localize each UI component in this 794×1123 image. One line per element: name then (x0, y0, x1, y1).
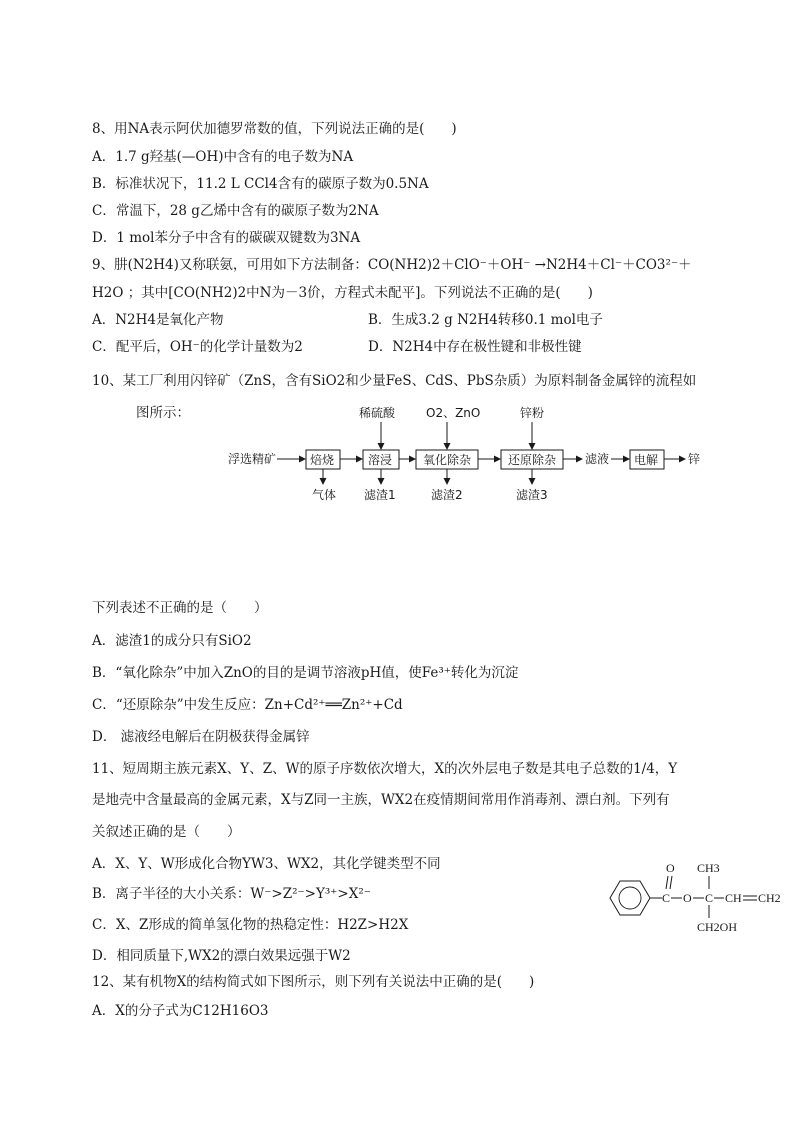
q10-ask: 下列表述不正确的是（ ） (92, 600, 268, 616)
bond-line (670, 876, 672, 889)
q12-stem: 12、某有机物X的结构简式如下图所示，则下列有关说法中正确的是( ) (92, 974, 535, 990)
q10-option-d: D． 滤液经电解后在阴极获得金属锌 (92, 729, 310, 745)
q11-option-c: C．X、Z形成的简单氢化物的热稳定性：H2Z>H2X (92, 917, 409, 933)
flow-input-acid: 稀硫酸 (359, 406, 396, 420)
process-flowchart (225, 400, 705, 510)
q8-option-c: C．常温下，28 g乙烯中含有的碳原子数为2NA (92, 203, 379, 219)
flow-step-leach: 溶浸 (368, 453, 393, 467)
q10-option-b: B．“氧化除杂”中加入ZnO的目的是调节溶液pH值，使Fe³⁺转化为沉淀 (92, 665, 519, 681)
q10-option-a: A．滤渣1的成分只有SiO2 (92, 633, 252, 649)
flow-step-roast: 焙烧 (310, 453, 335, 467)
bond-line (666, 876, 668, 889)
flow-output-residue-1: 滤渣1 (364, 488, 396, 502)
flow-input-zinc-powder: 锌粉 (520, 406, 545, 420)
flow-output-residue-3: 滤渣3 (516, 488, 548, 502)
q8-option-b: B．标准状况下，11.2 L CCl4含有的碳原子数为0.5NA (92, 176, 429, 192)
q12-option-a: A．X的分子式为C12H16O3 (92, 1003, 269, 1019)
q8-stem: 8、用NA表示阿伏加德罗常数的值，下列说法正确的是( ) (92, 121, 457, 137)
q9-stem-line1: 9、肼(N2H4)又称联氨，可用如下方法制备：CO(NH2)2＋ClO⁻＋OH⁻ →N2H4＋Cl⁻＋CO3²⁻＋ (92, 257, 692, 273)
flow-start-label: 浮选精矿 (228, 452, 277, 466)
q11-stem-line1: 11、短周期主族元素X、Y、Z、W的原子序数依次增大，X的次外层电子数是其电子总数的1/4，Y (92, 761, 678, 777)
flow-end-label: 锌 (688, 452, 701, 466)
q11-option-b: B．离子半径的大小关系：W⁻>Z²⁻>Y³⁺>X²⁻ (92, 886, 371, 902)
atom-ester-o: O (683, 891, 692, 905)
flow-step-reduction: 还原除杂 (508, 453, 557, 467)
group-ch3: CH3 (697, 861, 720, 875)
atom-carbonyl-c: C (662, 891, 671, 905)
group-ch: CH (725, 891, 742, 905)
flow-output-gas: 气体 (312, 488, 337, 502)
atom-carbonyl-o: O (666, 861, 675, 875)
q11-option-a: A．X、Y、W形成化合物YW3、WX2，其化学键类型不同 (92, 856, 441, 872)
q8-option-a: A．1.7 g羟基(—OH)中含有的电子数为NA (92, 149, 354, 165)
q11-stem-line2: 是地壳中含量最高的金属元素，X与Z同一主族，WX2在疫情期间常用作消毒剂、漂白剂。下列有 (92, 792, 670, 808)
q8-option-d: D．1 mol苯分子中含有的碳碳双键数为3NA (92, 230, 361, 246)
flow-step-oxidation: 氧化除杂 (423, 453, 472, 467)
flow-filtrate-label: 滤液 (585, 452, 610, 466)
flow-output-residue-2: 滤渣2 (431, 488, 463, 502)
q9-option-b: B．生成3.2 g N2H4转移0.1 mol电子 (368, 312, 603, 328)
q11-stem-line3: 关叙述正确的是（ ） (92, 824, 241, 840)
q10-option-c: C．“还原除杂”中发生反应：Zn+Cd²⁺══Zn²⁺+Cd (92, 697, 403, 713)
q11-option-d: D．相同质量下,WX2的漂白效果远强于W2 (92, 948, 351, 964)
benzene-aromatic-circle (619, 887, 641, 909)
q9-option-d: D．N2H4中存在极性键和非极性键 (368, 339, 582, 355)
q10-stem-line1: 10、某工厂利用闪锌矿（ZnS，含有SiO2和少量FeS、CdS、PbS杂质）为原料制备金属锌的流程如 (92, 373, 697, 389)
atom-quaternary-c: C (705, 891, 714, 905)
group-ch2: CH2 (758, 891, 781, 905)
q9-option-a: A．N2H4是氧化产物 (92, 312, 224, 328)
q9-stem-line2: H2O ；其中[CO(NH2)2中N为－3价，方程式未配平]。下列说法不正确的是( ) (92, 285, 593, 301)
q10-stem-line2: 图所示： (136, 405, 190, 421)
q9-option-c: C．配平后，OH⁻的化学计量数为2 (92, 339, 303, 355)
molecule-structure (600, 858, 785, 938)
flow-input-oxidant: O2、ZnO (426, 406, 481, 420)
group-ch2oh: CH2OH (697, 920, 738, 934)
benzene-ring (610, 881, 650, 915)
flow-step-electrolysis: 电解 (634, 453, 659, 467)
